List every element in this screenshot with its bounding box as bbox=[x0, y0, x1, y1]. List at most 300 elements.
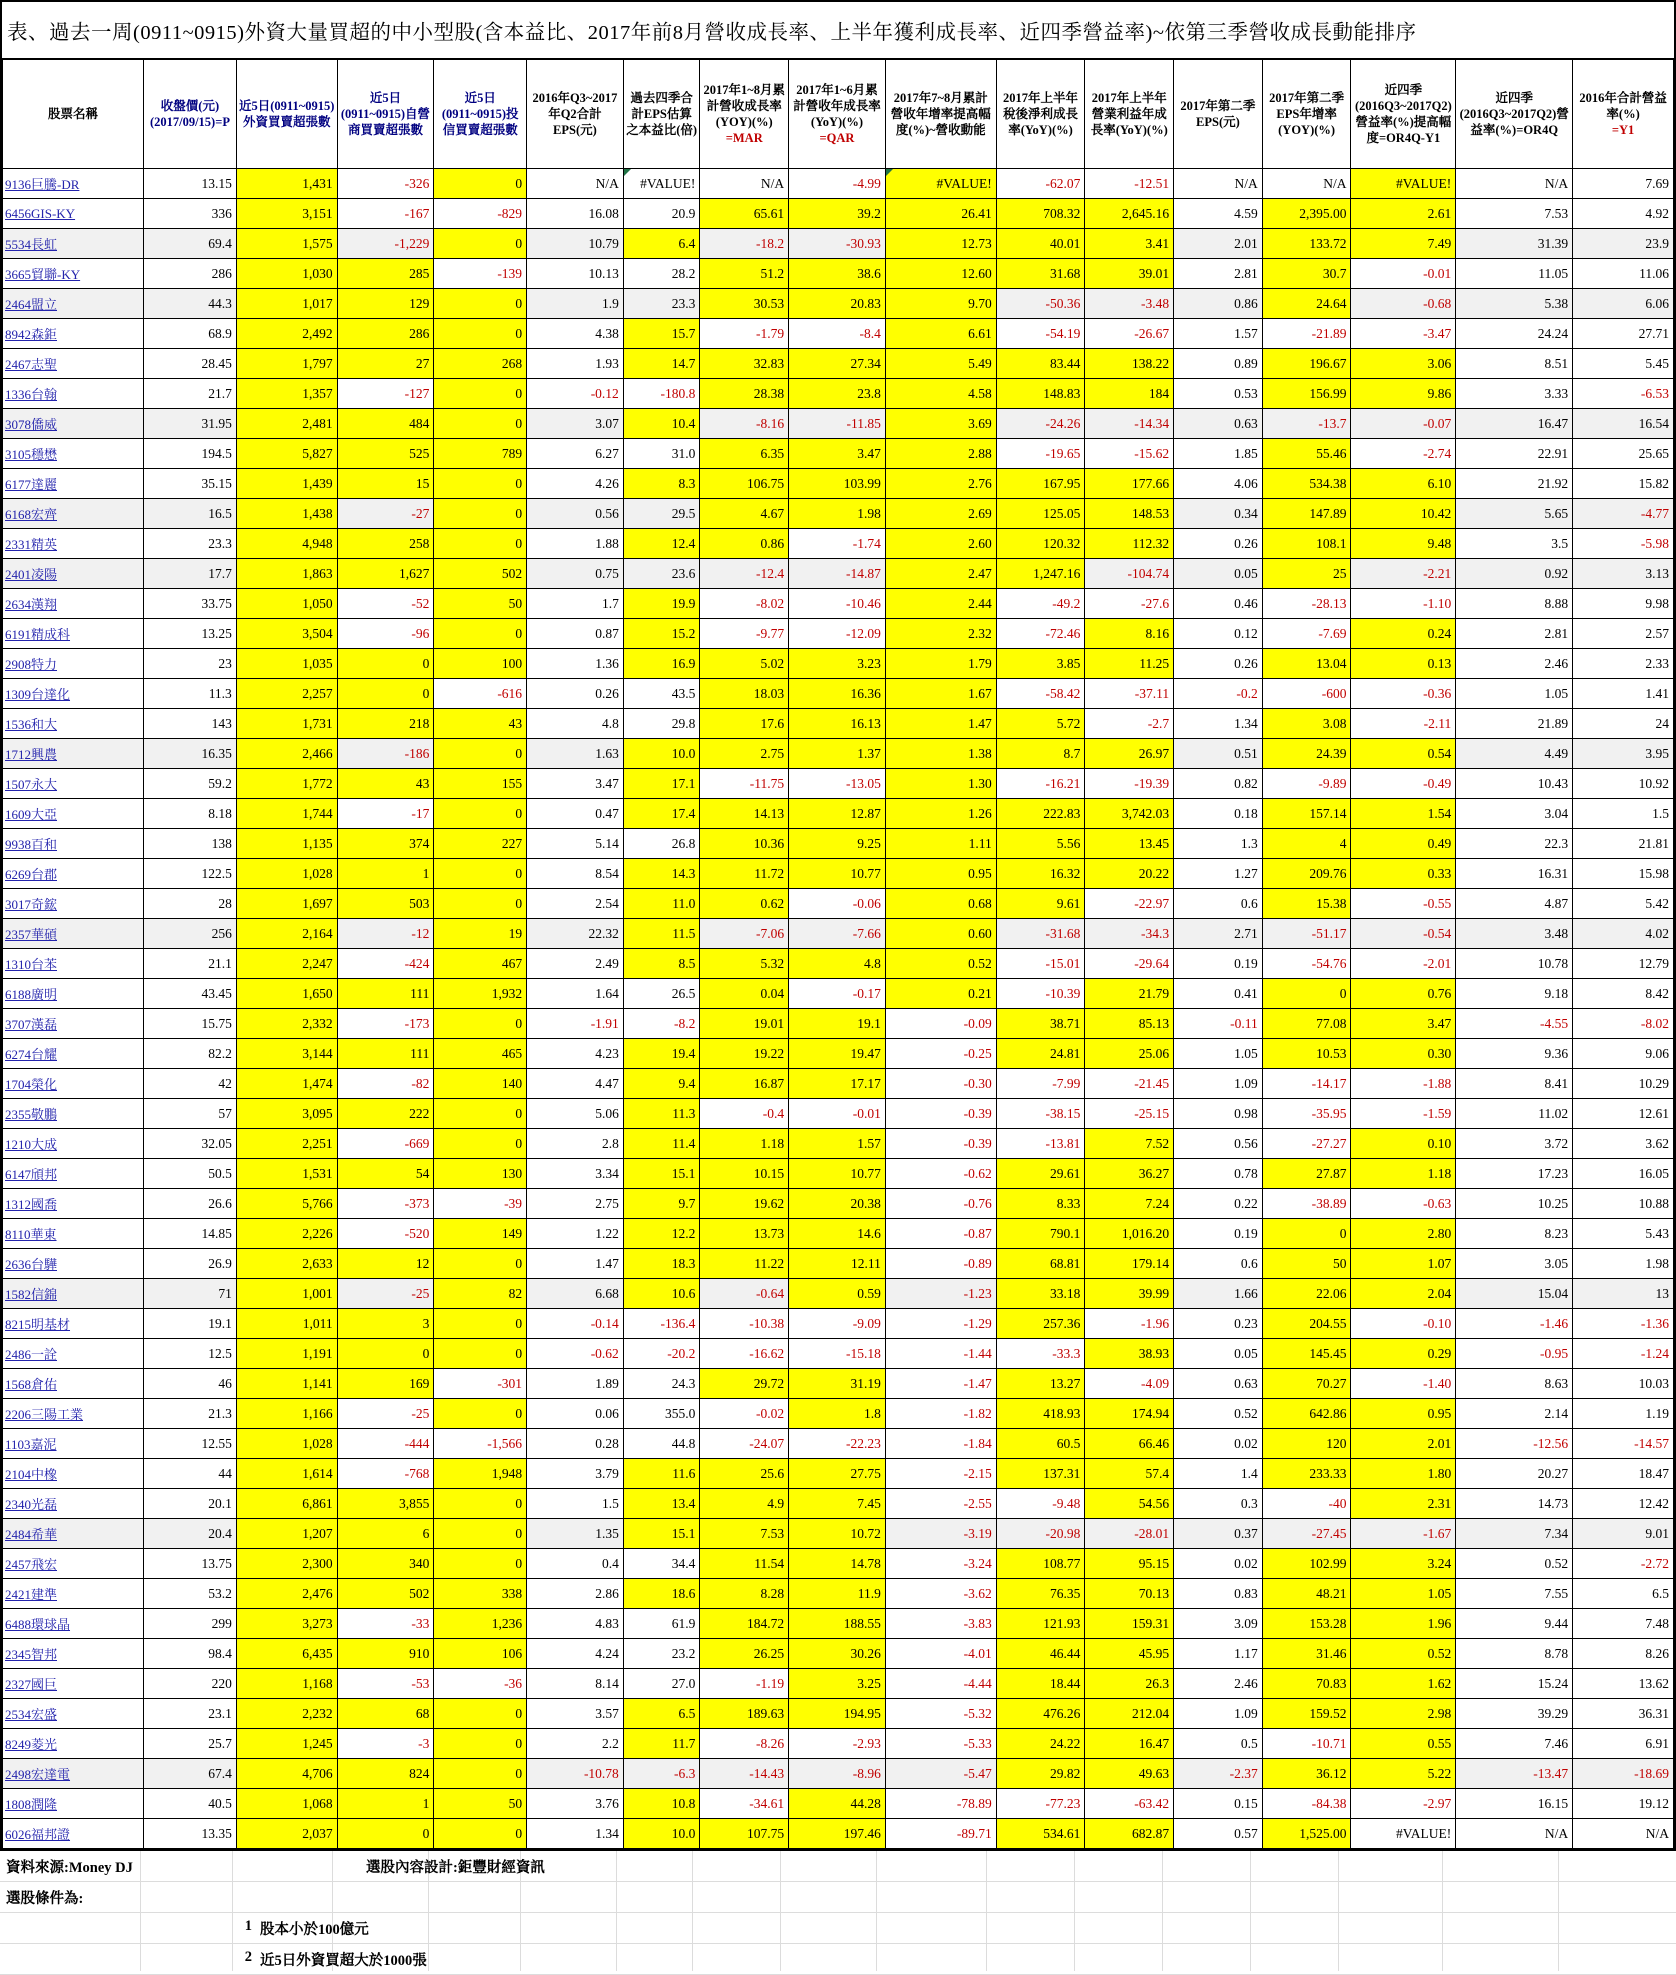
table-row bbox=[3, 1549, 1674, 1579]
cell-opm-4q: 16.31 bbox=[1456, 859, 1573, 889]
cell-q2-eps-growth: -14.17 bbox=[1262, 1069, 1351, 1099]
stock-link[interactable]: 1309台達化 bbox=[3, 679, 144, 709]
stock-link[interactable]: 1712興農 bbox=[3, 739, 144, 769]
cell-dealer-net-buy: 54 bbox=[337, 1159, 434, 1189]
cell-pe-ratio: 6.5 bbox=[623, 1699, 700, 1729]
cell-q2-eps: 0.26 bbox=[1174, 649, 1263, 679]
cell-rev-momentum: -5.32 bbox=[885, 1699, 996, 1729]
cell-close-price: 40.5 bbox=[144, 1789, 237, 1819]
table-row bbox=[3, 1429, 1674, 1459]
stock-link[interactable]: 2331精英 bbox=[3, 529, 144, 559]
cell-rev-growth-mar: 18.03 bbox=[700, 679, 789, 709]
cell-foreign-net-buy: 1,474 bbox=[236, 1069, 337, 1099]
cell-q2-eps-growth: 196.67 bbox=[1262, 349, 1351, 379]
cell-rev-growth-mar: 65.61 bbox=[700, 199, 789, 229]
cell-opm-4q: 10.78 bbox=[1456, 949, 1573, 979]
table-row bbox=[3, 1009, 1674, 1039]
cell-q2-eps-growth: 77.08 bbox=[1262, 1009, 1351, 1039]
cell-opm-improve: -0.55 bbox=[1351, 889, 1456, 919]
stock-link[interactable]: 3017奇鋐 bbox=[3, 889, 144, 919]
cell-rev-growth-mar: 184.72 bbox=[700, 1609, 789, 1639]
cell-pe-ratio: 11.7 bbox=[623, 1729, 700, 1759]
cell-pe-ratio: 19.9 bbox=[623, 589, 700, 619]
table-row bbox=[3, 709, 1674, 739]
cell-rev-growth-qar: 11.9 bbox=[789, 1579, 886, 1609]
cell-close-price: 13.75 bbox=[144, 1549, 237, 1579]
cell-rev-growth-mar: 11.72 bbox=[700, 859, 789, 889]
stock-link[interactable]: 8249菱光 bbox=[3, 1729, 144, 1759]
cell-rev-momentum: 26.41 bbox=[885, 199, 996, 229]
cell-rev-growth-mar: 7.53 bbox=[700, 1519, 789, 1549]
stock-link[interactable]: 8942森鉅 bbox=[3, 319, 144, 349]
cell-dealer-net-buy: -52 bbox=[337, 589, 434, 619]
cell-opm-4q: 7.55 bbox=[1456, 1579, 1573, 1609]
cell-rev-growth-qar: 38.6 bbox=[789, 259, 886, 289]
stock-link[interactable]: 6188廣明 bbox=[3, 979, 144, 1009]
cell-rev-growth-mar: 106.75 bbox=[700, 469, 789, 499]
stock-link[interactable]: 6488環球晶 bbox=[3, 1609, 144, 1639]
cell-foreign-net-buy: 1,050 bbox=[236, 589, 337, 619]
stock-link[interactable]: 1336台翰 bbox=[3, 379, 144, 409]
cell-foreign-net-buy: 1,035 bbox=[236, 649, 337, 679]
stock-link[interactable]: 1609大亞 bbox=[3, 799, 144, 829]
cell-eps-4q: 1.64 bbox=[527, 979, 624, 1009]
cell-close-price: 20.1 bbox=[144, 1489, 237, 1519]
cell-dealer-net-buy: 0 bbox=[337, 679, 434, 709]
cell-pe-ratio: 11.6 bbox=[623, 1459, 700, 1489]
cell-rev-momentum: 1.26 bbox=[885, 799, 996, 829]
cell-net-profit-growth: -13.81 bbox=[996, 1129, 1085, 1159]
cell-rev-growth-qar: 31.19 bbox=[789, 1369, 886, 1399]
stock-link[interactable]: 1210大成 bbox=[3, 1129, 144, 1159]
cell-rev-momentum: -1.29 bbox=[885, 1309, 996, 1339]
stock-link[interactable]: 6274台耀 bbox=[3, 1039, 144, 1069]
column-header-dealer-net-buy: 近5日(0911~0915)自營商買賣超張數 bbox=[337, 60, 434, 169]
cell-rev-growth-qar: 3.47 bbox=[789, 439, 886, 469]
stock-link[interactable]: 2486一詮 bbox=[3, 1339, 144, 1369]
cell-rev-growth-qar: -7.66 bbox=[789, 919, 886, 949]
stock-link[interactable]: 2206三陽工業 bbox=[3, 1399, 144, 1429]
cell-eps-4q: 2.75 bbox=[527, 1189, 624, 1219]
cell-foreign-net-buy: 1,168 bbox=[236, 1669, 337, 1699]
cell-trust-net-buy: 130 bbox=[434, 1159, 527, 1189]
cell-rev-growth-mar: -0.64 bbox=[700, 1279, 789, 1309]
cell-op-profit-growth: 25.06 bbox=[1085, 1039, 1174, 1069]
cell-trust-net-buy: 0 bbox=[434, 469, 527, 499]
cell-op-profit-growth: 159.31 bbox=[1085, 1609, 1174, 1639]
cell-opm-2016: 13.62 bbox=[1573, 1669, 1674, 1699]
criteria-title-line bbox=[0, 1882, 1676, 1913]
stock-link[interactable]: 6456GIS-KY bbox=[3, 199, 144, 229]
cell-rev-momentum: 3.69 bbox=[885, 409, 996, 439]
cell-opm-improve: -2.74 bbox=[1351, 439, 1456, 469]
stock-link[interactable]: 1312國喬 bbox=[3, 1189, 144, 1219]
stock-link[interactable]: 2457飛宏 bbox=[3, 1549, 144, 1579]
cell-rev-momentum: 2.60 bbox=[885, 529, 996, 559]
cell-net-profit-growth: -7.99 bbox=[996, 1069, 1085, 1099]
cell-q2-eps: -0.2 bbox=[1174, 679, 1263, 709]
cell-eps-4q: 4.38 bbox=[527, 319, 624, 349]
cell-op-profit-growth: -14.34 bbox=[1085, 409, 1174, 439]
cell-dealer-net-buy: -444 bbox=[337, 1429, 434, 1459]
cell-pe-ratio: 26.8 bbox=[623, 829, 700, 859]
cell-pe-ratio: 27.0 bbox=[623, 1669, 700, 1699]
stock-link[interactable]: 1507永大 bbox=[3, 769, 144, 799]
table-row bbox=[3, 1579, 1674, 1609]
cell-eps-4q: -0.62 bbox=[527, 1339, 624, 1369]
cell-opm-2016: 7.69 bbox=[1573, 169, 1674, 199]
stock-link[interactable]: 6269台郡 bbox=[3, 859, 144, 889]
cell-opm-improve: 0.76 bbox=[1351, 979, 1456, 1009]
cell-trust-net-buy: 0 bbox=[434, 1249, 527, 1279]
stock-link[interactable]: 2464盟立 bbox=[3, 289, 144, 319]
stock-link[interactable]: 2401凌陽 bbox=[3, 559, 144, 589]
cell-op-profit-growth: 26.97 bbox=[1085, 739, 1174, 769]
cell-eps-4q: 1.47 bbox=[527, 1249, 624, 1279]
cell-pe-ratio: 6.4 bbox=[623, 229, 700, 259]
cell-pe-ratio: 11.5 bbox=[623, 919, 700, 949]
cell-trust-net-buy: 0 bbox=[434, 1759, 527, 1789]
cell-opm-4q: N/A bbox=[1456, 1819, 1573, 1849]
cell-close-price: 16.35 bbox=[144, 739, 237, 769]
cell-trust-net-buy: 0 bbox=[434, 499, 527, 529]
table-row bbox=[3, 1219, 1674, 1249]
cell-q2-eps-growth: 4 bbox=[1262, 829, 1351, 859]
stock-link[interactable]: 1568倉佑 bbox=[3, 1369, 144, 1399]
table-row bbox=[3, 169, 1674, 199]
cell-foreign-net-buy: 1,068 bbox=[236, 1789, 337, 1819]
cell-rev-growth-mar: -0.4 bbox=[700, 1099, 789, 1129]
stock-link[interactable]: 3707漢磊 bbox=[3, 1009, 144, 1039]
stock-link[interactable]: 1704榮化 bbox=[3, 1069, 144, 1099]
stock-link[interactable]: 2636台驊 bbox=[3, 1249, 144, 1279]
column-header-opm-2016: 2016年合計營益率(%) =Y1 bbox=[1573, 60, 1674, 169]
cell-opm-improve: 2.61 bbox=[1351, 199, 1456, 229]
cell-eps-4q: 2.2 bbox=[527, 1729, 624, 1759]
stock-link[interactable]: 1536和大 bbox=[3, 709, 144, 739]
cell-opm-improve: 9.86 bbox=[1351, 379, 1456, 409]
cell-trust-net-buy: 0 bbox=[434, 1699, 527, 1729]
cell-rev-momentum: -3.83 bbox=[885, 1609, 996, 1639]
column-header-trust-net-buy: 近5日(0911~0915)投信買賣超張數 bbox=[434, 60, 527, 169]
cell-opm-improve: -2.01 bbox=[1351, 949, 1456, 979]
cell-q2-eps-growth: 156.99 bbox=[1262, 379, 1351, 409]
table-row bbox=[3, 619, 1674, 649]
table-row bbox=[3, 439, 1674, 469]
cell-pe-ratio: #VALUE! bbox=[623, 169, 700, 199]
cell-net-profit-growth: -19.65 bbox=[996, 439, 1085, 469]
cell-op-profit-growth: 26.3 bbox=[1085, 1669, 1174, 1699]
cell-pe-ratio: 28.2 bbox=[623, 259, 700, 289]
cell-foreign-net-buy: 1,166 bbox=[236, 1399, 337, 1429]
cell-opm-improve: -0.49 bbox=[1351, 769, 1456, 799]
stock-link[interactable]: 1310台苯 bbox=[3, 949, 144, 979]
cell-q2-eps: 0.02 bbox=[1174, 1549, 1263, 1579]
cell-q2-eps-growth: 70.83 bbox=[1262, 1669, 1351, 1699]
cell-op-profit-growth: 20.22 bbox=[1085, 859, 1174, 889]
cell-rev-growth-qar: 16.13 bbox=[789, 709, 886, 739]
stock-link[interactable]: 2104中橡 bbox=[3, 1459, 144, 1489]
cell-pe-ratio: 23.6 bbox=[623, 559, 700, 589]
cell-eps-4q: 8.54 bbox=[527, 859, 624, 889]
cell-q2-eps: 2.46 bbox=[1174, 1669, 1263, 1699]
cell-foreign-net-buy: 1,191 bbox=[236, 1339, 337, 1369]
cell-q2-eps: 0.46 bbox=[1174, 589, 1263, 619]
cell-opm-2016: 3.13 bbox=[1573, 559, 1674, 589]
stock-link[interactable]: 2484希華 bbox=[3, 1519, 144, 1549]
stock-link[interactable]: 2421建準 bbox=[3, 1579, 144, 1609]
cell-q2-eps: 0.63 bbox=[1174, 1369, 1263, 1399]
cell-close-price: 20.4 bbox=[144, 1519, 237, 1549]
cell-net-profit-growth: -49.2 bbox=[996, 589, 1085, 619]
cell-q2-eps-growth: 204.55 bbox=[1262, 1309, 1351, 1339]
cell-q2-eps: 0.05 bbox=[1174, 1339, 1263, 1369]
column-header-rev-growth-qar: 2017年1~6月累計營收年成長率(YoY)(%) =QAR bbox=[789, 60, 886, 169]
cell-opm-improve: 2.80 bbox=[1351, 1219, 1456, 1249]
stock-link[interactable]: 9136巨騰-DR bbox=[3, 169, 144, 199]
cell-rev-growth-mar: 189.63 bbox=[700, 1699, 789, 1729]
cell-foreign-net-buy: 2,037 bbox=[236, 1819, 337, 1849]
cell-net-profit-growth: 38.71 bbox=[996, 1009, 1085, 1039]
cell-opm-improve: -3.47 bbox=[1351, 319, 1456, 349]
cell-foreign-net-buy: 1,438 bbox=[236, 499, 337, 529]
cell-close-price: 220 bbox=[144, 1669, 237, 1699]
cell-q2-eps: 0.53 bbox=[1174, 379, 1263, 409]
cell-net-profit-growth: 13.27 bbox=[996, 1369, 1085, 1399]
cell-eps-4q: 1.22 bbox=[527, 1219, 624, 1249]
cell-opm-improve: 0.55 bbox=[1351, 1729, 1456, 1759]
cell-opm-2016: 8.42 bbox=[1573, 979, 1674, 1009]
cell-trust-net-buy: 0 bbox=[434, 169, 527, 199]
stock-link[interactable]: 1582信錦 bbox=[3, 1279, 144, 1309]
cell-rev-momentum: 1.30 bbox=[885, 769, 996, 799]
cell-dealer-net-buy: -424 bbox=[337, 949, 434, 979]
cell-q2-eps: 2.81 bbox=[1174, 259, 1263, 289]
stock-link[interactable]: 2345智邦 bbox=[3, 1639, 144, 1669]
cell-opm-4q: 9.18 bbox=[1456, 979, 1573, 1009]
stock-link[interactable]: 2908特力 bbox=[3, 649, 144, 679]
stock-link[interactable]: 2498宏達電 bbox=[3, 1759, 144, 1789]
cell-op-profit-growth: 66.46 bbox=[1085, 1429, 1174, 1459]
cell-rev-growth-mar: -9.77 bbox=[700, 619, 789, 649]
cell-eps-4q: 0.26 bbox=[527, 679, 624, 709]
cell-dealer-net-buy: 374 bbox=[337, 829, 434, 859]
stock-link[interactable]: 3105穩懋 bbox=[3, 439, 144, 469]
cell-opm-improve: -0.07 bbox=[1351, 409, 1456, 439]
cell-pe-ratio: -6.3 bbox=[623, 1759, 700, 1789]
cell-q2-eps-growth: 2,395.00 bbox=[1262, 199, 1351, 229]
cell-dealer-net-buy: -33 bbox=[337, 1609, 434, 1639]
cell-eps-4q: 0.06 bbox=[527, 1399, 624, 1429]
table-row bbox=[3, 829, 1674, 859]
cell-close-price: 43.45 bbox=[144, 979, 237, 1009]
cell-trust-net-buy: 227 bbox=[434, 829, 527, 859]
cell-op-profit-growth: 38.93 bbox=[1085, 1339, 1174, 1369]
cell-opm-improve: 10.42 bbox=[1351, 499, 1456, 529]
cell-dealer-net-buy: -82 bbox=[337, 1069, 434, 1099]
cell-op-profit-growth: 36.27 bbox=[1085, 1159, 1174, 1189]
cell-dealer-net-buy: -520 bbox=[337, 1219, 434, 1249]
stock-link[interactable]: 6177達麗 bbox=[3, 469, 144, 499]
cell-rev-growth-qar: -14.87 bbox=[789, 559, 886, 589]
cell-opm-2016: 3.62 bbox=[1573, 1129, 1674, 1159]
cell-eps-4q: 1.89 bbox=[527, 1369, 624, 1399]
cell-dealer-net-buy: -25 bbox=[337, 1279, 434, 1309]
cell-opm-4q: 15.04 bbox=[1456, 1279, 1573, 1309]
stock-link[interactable]: 2327國巨 bbox=[3, 1669, 144, 1699]
stock-link[interactable]: 3078僑威 bbox=[3, 409, 144, 439]
stock-link[interactable]: 2534宏盛 bbox=[3, 1699, 144, 1729]
stock-link[interactable]: 9938百和 bbox=[3, 829, 144, 859]
cell-opm-4q: 21.92 bbox=[1456, 469, 1573, 499]
cell-trust-net-buy: 338 bbox=[434, 1579, 527, 1609]
cell-pe-ratio: 34.4 bbox=[623, 1549, 700, 1579]
cell-opm-2016: -5.98 bbox=[1573, 529, 1674, 559]
cell-eps-4q: 1.7 bbox=[527, 589, 624, 619]
column-header-foreign-net-buy: 近5日(0911~0915)外資買賣超張數 bbox=[236, 60, 337, 169]
cell-trust-net-buy: 502 bbox=[434, 559, 527, 589]
cell-q2-eps-growth: 50 bbox=[1262, 1249, 1351, 1279]
cell-rev-momentum: -0.76 bbox=[885, 1189, 996, 1219]
stock-link[interactable]: 2355敬鵬 bbox=[3, 1099, 144, 1129]
cell-op-profit-growth: -37.11 bbox=[1085, 679, 1174, 709]
cell-rev-growth-qar: 1.57 bbox=[789, 1129, 886, 1159]
cell-op-profit-growth: 7.24 bbox=[1085, 1189, 1174, 1219]
cell-close-price: 26.9 bbox=[144, 1249, 237, 1279]
cell-opm-improve: 3.06 bbox=[1351, 349, 1456, 379]
cell-net-profit-growth: 29.61 bbox=[996, 1159, 1085, 1189]
stock-link[interactable]: 6026福邦證 bbox=[3, 1819, 144, 1849]
cell-opm-4q: 22.3 bbox=[1456, 829, 1573, 859]
stock-link[interactable]: 2340光磊 bbox=[3, 1489, 144, 1519]
cell-close-price: 286 bbox=[144, 259, 237, 289]
cell-q2-eps-growth: 24.39 bbox=[1262, 739, 1351, 769]
stock-link[interactable]: 6147頎邦 bbox=[3, 1159, 144, 1189]
cell-dealer-net-buy: 12 bbox=[337, 1249, 434, 1279]
cell-q2-eps-growth: -27.27 bbox=[1262, 1129, 1351, 1159]
cell-rev-growth-mar: 6.35 bbox=[700, 439, 789, 469]
criteria-title: 選股條件為: bbox=[6, 1891, 84, 1907]
cell-close-price: 122.5 bbox=[144, 859, 237, 889]
cell-q2-eps: -2.37 bbox=[1174, 1759, 1263, 1789]
cell-dealer-net-buy: 129 bbox=[337, 289, 434, 319]
cell-net-profit-growth: 708.32 bbox=[996, 199, 1085, 229]
cell-rev-growth-qar: 1.98 bbox=[789, 499, 886, 529]
cell-opm-4q: 5.38 bbox=[1456, 289, 1573, 319]
cell-dealer-net-buy: -3 bbox=[337, 1729, 434, 1759]
stock-link[interactable]: 2467志聖 bbox=[3, 349, 144, 379]
cell-opm-improve: -0.10 bbox=[1351, 1309, 1456, 1339]
cell-q2-eps: 1.85 bbox=[1174, 439, 1263, 469]
cell-net-profit-growth: 60.5 bbox=[996, 1429, 1085, 1459]
cell-trust-net-buy: 0 bbox=[434, 1129, 527, 1159]
cell-q2-eps-growth: 55.46 bbox=[1262, 439, 1351, 469]
title-bar bbox=[2, 2, 1674, 59]
cell-op-profit-growth: 70.13 bbox=[1085, 1579, 1174, 1609]
stock-link[interactable]: 6168宏齊 bbox=[3, 499, 144, 529]
cell-eps-4q: 3.07 bbox=[527, 409, 624, 439]
cell-rev-growth-qar: -13.05 bbox=[789, 769, 886, 799]
cell-rev-growth-mar: 10.15 bbox=[700, 1159, 789, 1189]
cell-rev-growth-mar: 5.02 bbox=[700, 649, 789, 679]
table-row bbox=[3, 1339, 1674, 1369]
cell-pe-ratio: 12.4 bbox=[623, 529, 700, 559]
stock-link[interactable]: 5534長虹 bbox=[3, 229, 144, 259]
stock-link[interactable]: 3665貿聯-KY bbox=[3, 259, 144, 289]
cell-eps-4q: 1.35 bbox=[527, 1519, 624, 1549]
cell-q2-eps: 1.05 bbox=[1174, 1039, 1263, 1069]
cell-opm-2016: -1.24 bbox=[1573, 1339, 1674, 1369]
cell-opm-improve: -1.67 bbox=[1351, 1519, 1456, 1549]
cell-dealer-net-buy: 222 bbox=[337, 1099, 434, 1129]
cell-eps-4q: 0.56 bbox=[527, 499, 624, 529]
cell-opm-4q: -12.56 bbox=[1456, 1429, 1573, 1459]
table-row bbox=[3, 1099, 1674, 1129]
stock-link[interactable]: 8215明基材 bbox=[3, 1309, 144, 1339]
cell-rev-growth-mar: -11.75 bbox=[700, 769, 789, 799]
cell-q2-eps: 2.71 bbox=[1174, 919, 1263, 949]
cell-opm-improve: 0.95 bbox=[1351, 1399, 1456, 1429]
cell-opm-improve: 2.31 bbox=[1351, 1489, 1456, 1519]
cell-opm-improve: 0.54 bbox=[1351, 739, 1456, 769]
cell-eps-4q: 2.86 bbox=[527, 1579, 624, 1609]
cell-opm-4q: 8.41 bbox=[1456, 1069, 1573, 1099]
cell-net-profit-growth: -72.46 bbox=[996, 619, 1085, 649]
cell-eps-4q: 3.34 bbox=[527, 1159, 624, 1189]
table-row bbox=[3, 889, 1674, 919]
stock-link[interactable]: 8110華東 bbox=[3, 1219, 144, 1249]
cell-rev-growth-qar: -30.93 bbox=[789, 229, 886, 259]
criteria-2-number: 2 bbox=[244, 1949, 252, 1965]
cell-eps-4q: 8.14 bbox=[527, 1669, 624, 1699]
cell-pe-ratio: 18.3 bbox=[623, 1249, 700, 1279]
cell-op-profit-growth: 179.14 bbox=[1085, 1249, 1174, 1279]
cell-rev-growth-qar: 16.36 bbox=[789, 679, 886, 709]
cell-net-profit-growth: 167.95 bbox=[996, 469, 1085, 499]
cell-dealer-net-buy: -173 bbox=[337, 1009, 434, 1039]
cell-eps-4q: 0.28 bbox=[527, 1429, 624, 1459]
cell-net-profit-growth: -31.68 bbox=[996, 919, 1085, 949]
cell-rev-growth-mar: 30.53 bbox=[700, 289, 789, 319]
cell-op-profit-growth: 177.66 bbox=[1085, 469, 1174, 499]
stock-link[interactable]: 1808潤隆 bbox=[3, 1789, 144, 1819]
cell-op-profit-growth: 13.45 bbox=[1085, 829, 1174, 859]
cell-trust-net-buy: 0 bbox=[434, 1099, 527, 1129]
cell-rev-momentum: 4.58 bbox=[885, 379, 996, 409]
cell-rev-momentum: 1.67 bbox=[885, 679, 996, 709]
cell-rev-growth-mar: -8.26 bbox=[700, 1729, 789, 1759]
cell-q2-eps-growth: -51.17 bbox=[1262, 919, 1351, 949]
cell-foreign-net-buy: 2,251 bbox=[236, 1129, 337, 1159]
cell-eps-4q: 3.76 bbox=[527, 1789, 624, 1819]
cell-pe-ratio: 11.4 bbox=[623, 1129, 700, 1159]
cell-close-price: 143 bbox=[144, 709, 237, 739]
cell-close-price: 69.4 bbox=[144, 229, 237, 259]
cell-close-price: 13.15 bbox=[144, 169, 237, 199]
cell-q2-eps: 1.57 bbox=[1174, 319, 1263, 349]
cell-dealer-net-buy: -12 bbox=[337, 919, 434, 949]
cell-opm-4q: 7.34 bbox=[1456, 1519, 1573, 1549]
cell-opm-2016: 10.03 bbox=[1573, 1369, 1674, 1399]
cell-q2-eps: 0.23 bbox=[1174, 1309, 1263, 1339]
stock-link[interactable]: 6191精成科 bbox=[3, 619, 144, 649]
cell-q2-eps-growth: -35.95 bbox=[1262, 1099, 1351, 1129]
stock-link[interactable]: 1103嘉泥 bbox=[3, 1429, 144, 1459]
stock-link[interactable]: 2357華碩 bbox=[3, 919, 144, 949]
cell-q2-eps: 1.27 bbox=[1174, 859, 1263, 889]
cell-foreign-net-buy: 2,300 bbox=[236, 1549, 337, 1579]
stock-link[interactable]: 2634漢翔 bbox=[3, 589, 144, 619]
